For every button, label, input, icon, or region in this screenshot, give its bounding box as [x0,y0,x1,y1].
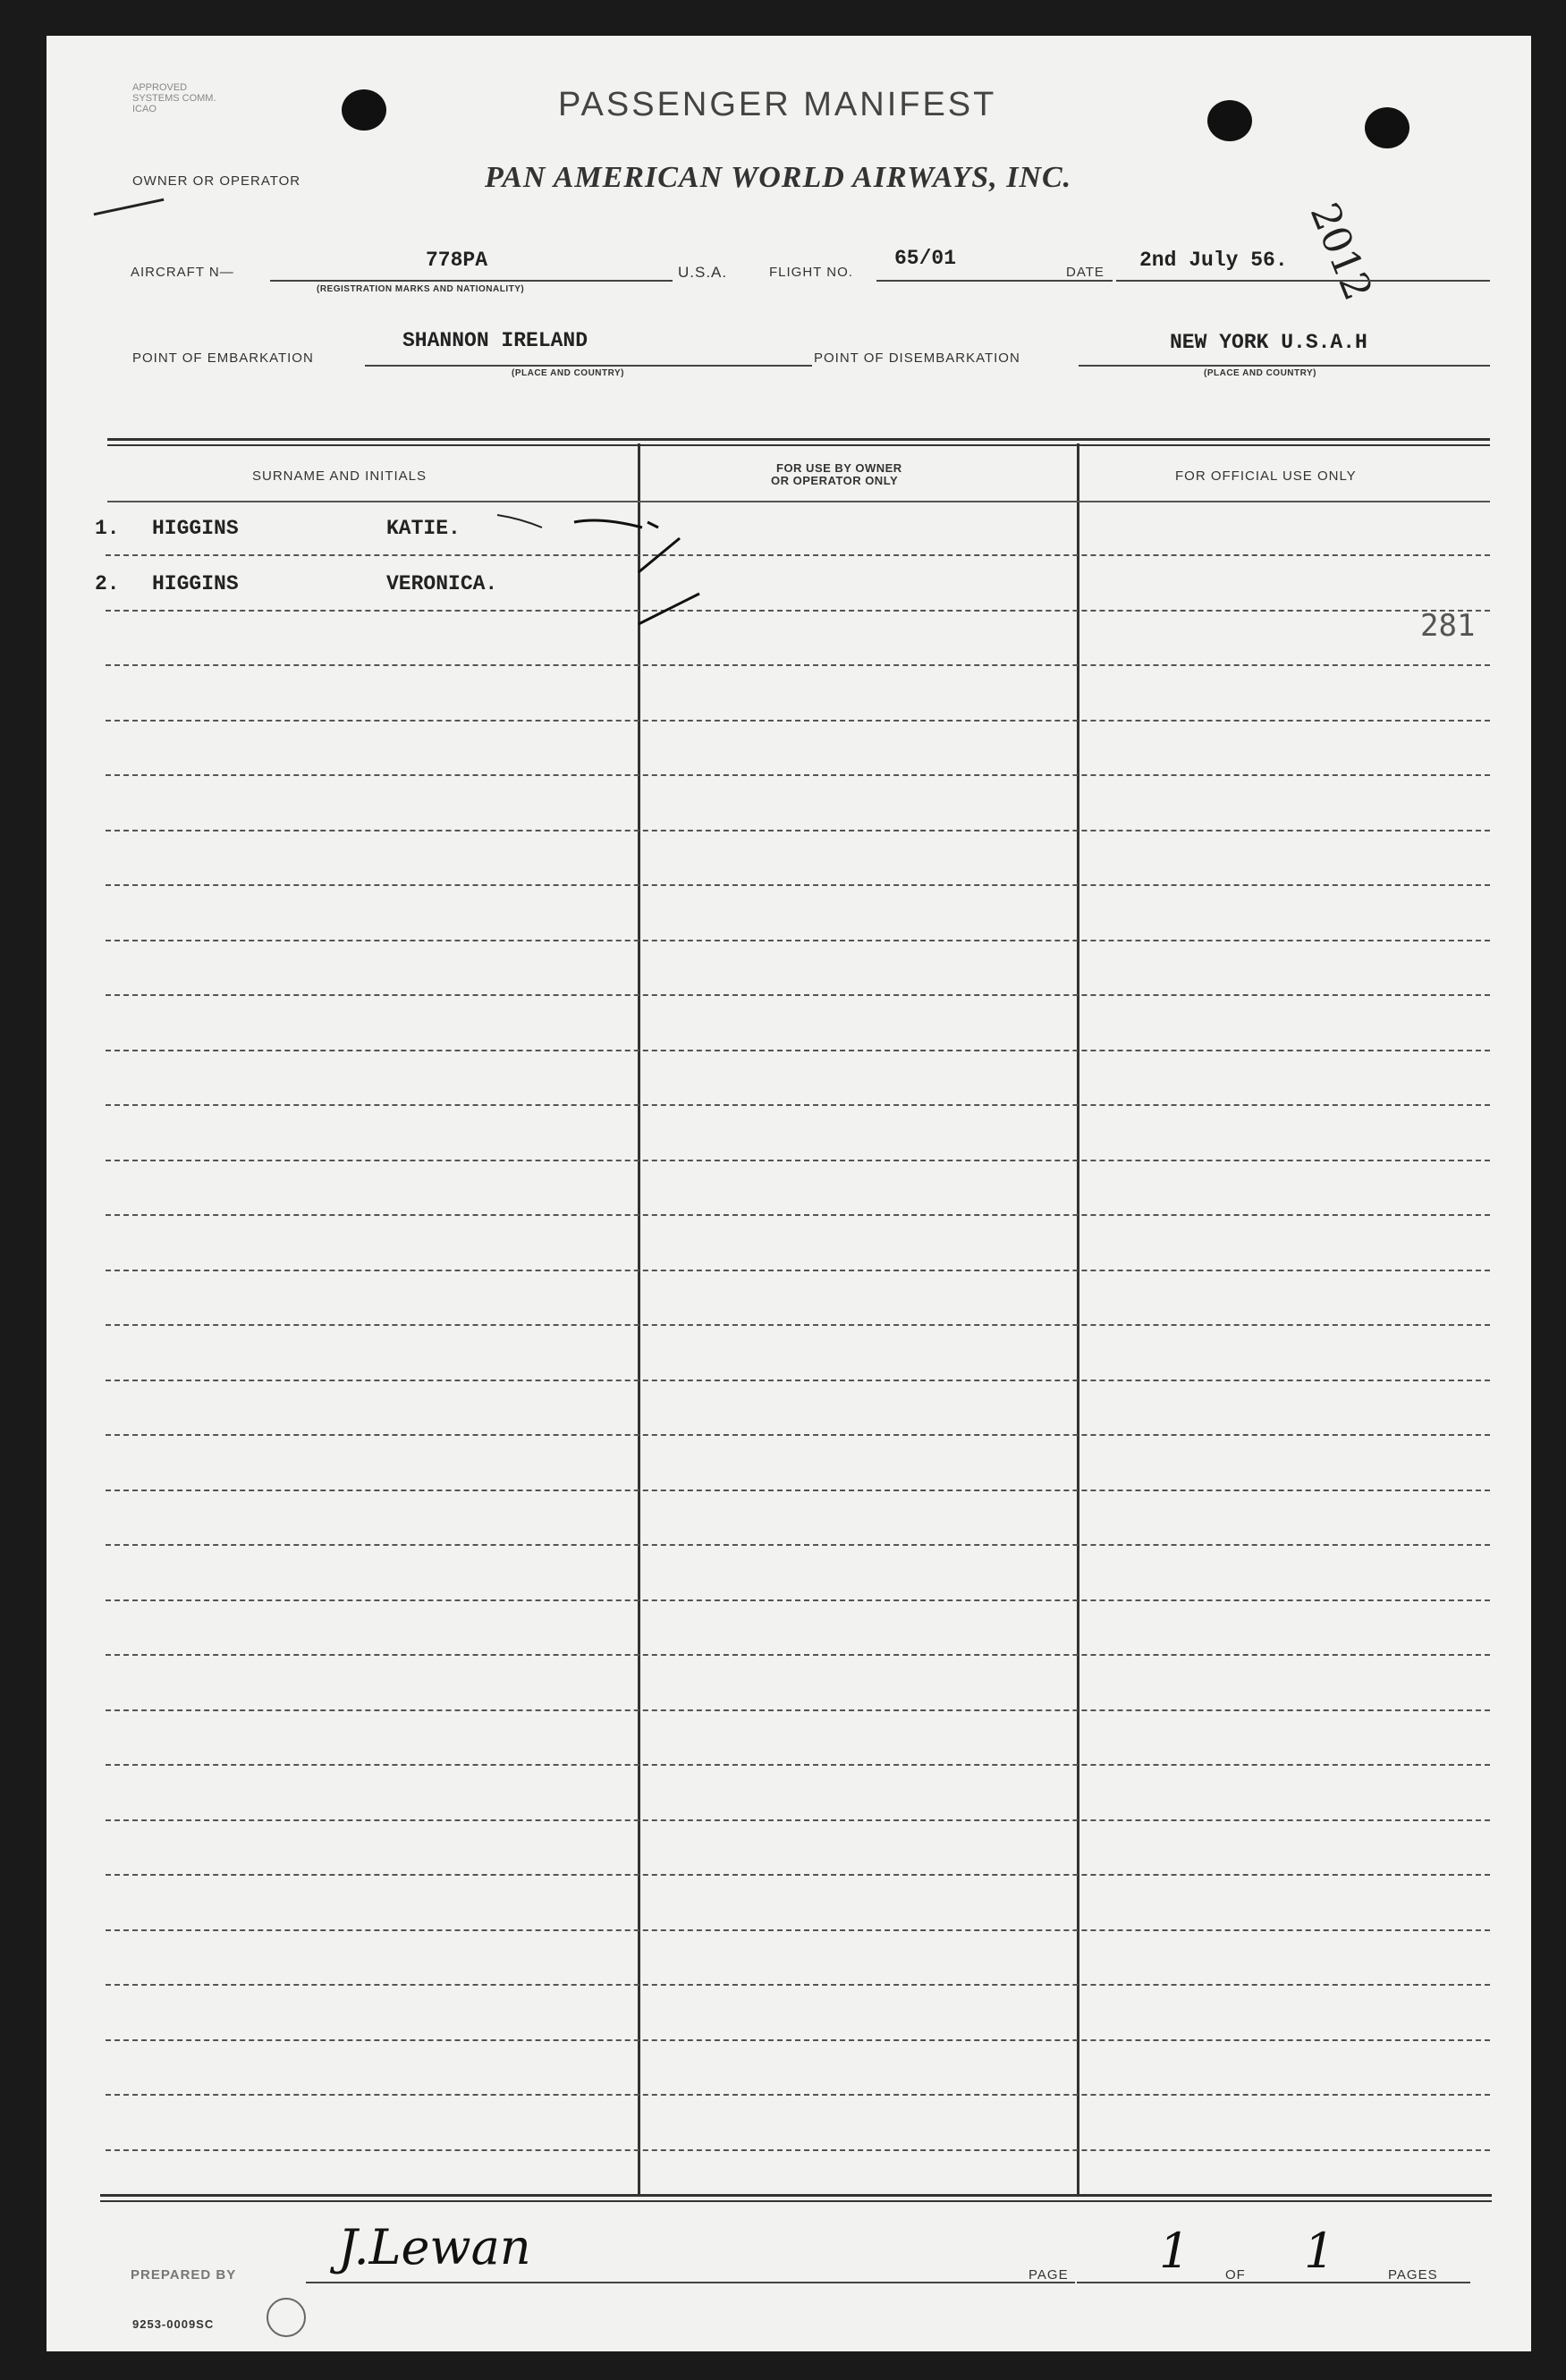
table-bottom-border [100,2194,1492,2202]
table-rule-line [106,720,1490,722]
table-rule-line [106,1819,1490,1821]
punch-hole-left [342,89,386,131]
of-label: OF [1225,2267,1246,2283]
passenger-given-name: VERONICA. [386,572,498,595]
flight-label: FLIGHT NO. [769,265,853,280]
disembarkation-value: NEW YORK U.S.A.H [1170,331,1367,354]
row-number: 1. [95,517,120,540]
table-rule-line [106,1764,1490,1766]
table-rule-line [106,830,1490,831]
table-top-border [107,438,1490,446]
date-line [1116,280,1490,282]
col-header-owner-line1: FOR USE BY OWNER [776,461,902,475]
check-mark [648,522,658,527]
prepared-by-line [306,2282,1075,2283]
registration-caption: (REGISTRATION MARKS AND NATIONALITY) [317,284,525,294]
stamp-number: 281 [1420,608,1476,644]
preparer-signature: J.Lewan [338,2219,531,2275]
prepared-by-label: PREPARED BY [131,2267,237,2283]
usa-label: U.S.A. [678,264,728,281]
table-rule-line [106,994,1490,996]
approved-line: ICAO [132,104,157,114]
embarkation-line [365,365,812,367]
approved-stamp [132,82,216,114]
printer-seal-icon [267,2298,306,2337]
check-marks [565,501,798,644]
table-header-underline [107,501,1490,502]
col-header-owner-line2: OR OPERATOR ONLY [771,474,899,487]
table-rule-line [106,2094,1490,2096]
pen-tick-mark [494,510,547,536]
table-rule-line [106,940,1490,941]
table-rule-line [106,1709,1490,1711]
table-rule-line [106,1270,1490,1271]
of-value: 1 [1304,2223,1335,2279]
aircraft-line [270,280,673,282]
flight-value: 65/01 [894,247,957,270]
check-mark [574,520,642,527]
manifest-sheet [47,36,1531,2351]
table-rule-line [106,1874,1490,1876]
table-rule-line [106,664,1490,666]
check-mark [639,594,699,624]
page-title: PASSENGER MANIFEST [558,86,997,123]
table-rule-line [106,554,1490,556]
table-rule-line [106,1324,1490,1326]
embarkation-caption: (PLACE AND COUNTRY) [512,368,624,378]
table-rule-line [106,1929,1490,1931]
table-rule-line [106,884,1490,886]
table-rule-line [106,1214,1490,1216]
col-header-official: FOR OFFICIAL USE ONLY [1175,468,1357,484]
handwritten-corner-number: 2012 [1300,197,1381,307]
punch-hole-middle [1207,100,1252,141]
disembarkation-caption: (PLACE AND COUNTRY) [1204,368,1316,378]
owner-tick-mark [94,198,165,216]
date-label: DATE [1066,265,1105,280]
row-number: 2. [95,572,120,595]
table-rule-line [106,1380,1490,1381]
aircraft-value: 778PA [426,249,488,272]
passenger-surname: HIGGINS [152,517,239,540]
passenger-surname: HIGGINS [152,572,239,595]
embarkation-value: SHANNON IRELAND [402,329,588,352]
disembarkation-label: POINT OF DISEMBARKATION [814,350,1020,366]
table-rule-line [106,1984,1490,1986]
date-value: 2nd July 56. [1139,249,1288,272]
flight-line [876,280,1113,282]
table-rule-line [106,1654,1490,1656]
table-rule-line [106,2149,1490,2151]
column-divider-2 [1077,443,1079,2196]
column-divider-1 [638,443,640,2196]
table-rule-line [106,774,1490,776]
punch-hole-right [1365,107,1409,148]
embarkation-label: POINT OF EMBARKATION [132,350,314,366]
passenger-given-name: KATIE. [386,517,461,540]
page-value: 1 [1159,2223,1190,2279]
table-rule-line [106,1050,1490,1051]
table-rule-line [106,1160,1490,1161]
table-rule-line [106,2039,1490,2041]
col-header-surname: SURNAME AND INITIALS [252,468,427,484]
table-rule-line [106,1599,1490,1601]
operator-name: PAN AMERICAN WORLD AIRWAYS, INC. [485,161,1072,194]
approved-line: APPROVED [132,82,188,93]
check-mark [639,538,680,572]
table-rule-line [106,1104,1490,1106]
table-rule-line [106,1490,1490,1491]
owner-label: OWNER OR OPERATOR [132,173,301,189]
page-label: PAGE [1028,2267,1069,2283]
disembarkation-line [1079,365,1490,367]
pages-label: PAGES [1388,2267,1438,2283]
form-number: 9253-0009SC [132,2317,215,2331]
aircraft-label: AIRCRAFT N— [131,265,234,280]
table-rule-line [106,610,1490,612]
table-rule-line [106,1434,1490,1436]
approved-line: SYSTEMS COMM. [132,93,216,104]
table-rule-line [106,1544,1490,1546]
